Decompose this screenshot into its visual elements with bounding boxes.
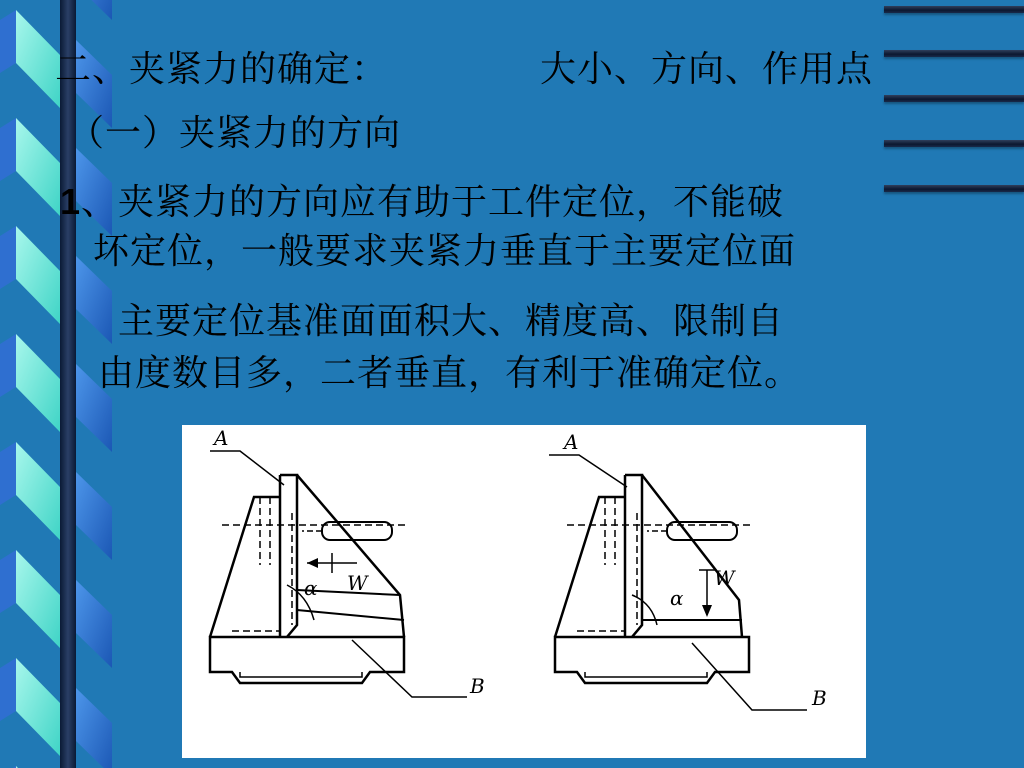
- right-fixture: [549, 455, 807, 710]
- diagram-svg: [182, 425, 866, 758]
- label-b-left: B: [470, 674, 485, 698]
- label-alpha-right: α: [670, 586, 684, 610]
- ribbon-segment: [0, 334, 16, 397]
- point-1-line1: [60, 180, 784, 225]
- ribbon-segment: [16, 658, 60, 756]
- ribbon-segment: [0, 442, 16, 505]
- ribbon-segment: [0, 10, 16, 73]
- label-a-left: A: [214, 426, 229, 450]
- ribbon-segment: [16, 442, 60, 540]
- ribbon-segment: [0, 550, 16, 613]
- point-number: 1: [60, 181, 82, 222]
- label-w-left: W: [347, 571, 368, 595]
- deco-bar: [884, 6, 1024, 13]
- label-b-right: B: [812, 686, 827, 710]
- heading-aspects: 大小、方向、作用点: [540, 49, 874, 90]
- ribbon-segment: [16, 10, 60, 108]
- heading-clamping-force: 二、夹紧力的确定：: [55, 49, 389, 90]
- label-a-right: A: [564, 430, 579, 454]
- ribbon-segment: [76, 472, 112, 560]
- deco-bar: [884, 95, 1024, 102]
- ribbon-segment: [16, 118, 60, 216]
- ribbon-segment: [16, 550, 60, 648]
- explanation-line1: 主要定位基准面面积大、精度高、限制自: [118, 301, 785, 342]
- label-alpha-left: α: [304, 576, 318, 600]
- point-1-text: 、夹紧力的方向应有助于工件定位，不能破: [81, 182, 785, 223]
- clamping-diagram: [182, 425, 866, 758]
- deco-bar: [884, 50, 1024, 57]
- ribbon-segment: [76, 0, 112, 20]
- deco-bar: [884, 185, 1024, 192]
- label-w-right: W: [714, 566, 735, 590]
- left-fixture: [210, 451, 467, 697]
- point-1-line2: 坏定位，一般要求夹紧力垂直于主要定位面: [93, 231, 797, 272]
- explanation-line2: 由度数目多，二者垂直，有利于准确定位。: [98, 353, 802, 394]
- ribbon-segment: [16, 226, 60, 324]
- top-right-bars: [884, 0, 1024, 225]
- ribbon-segment: [16, 334, 60, 432]
- ribbon-segment: [76, 688, 112, 768]
- subheading-direction: （一）夹紧力的方向: [68, 113, 402, 154]
- ribbon-segment: [0, 226, 16, 289]
- deco-bar: [884, 140, 1024, 147]
- ribbon-segment: [0, 118, 16, 181]
- ribbon-segment: [0, 658, 16, 721]
- ribbon-segment: [76, 580, 112, 668]
